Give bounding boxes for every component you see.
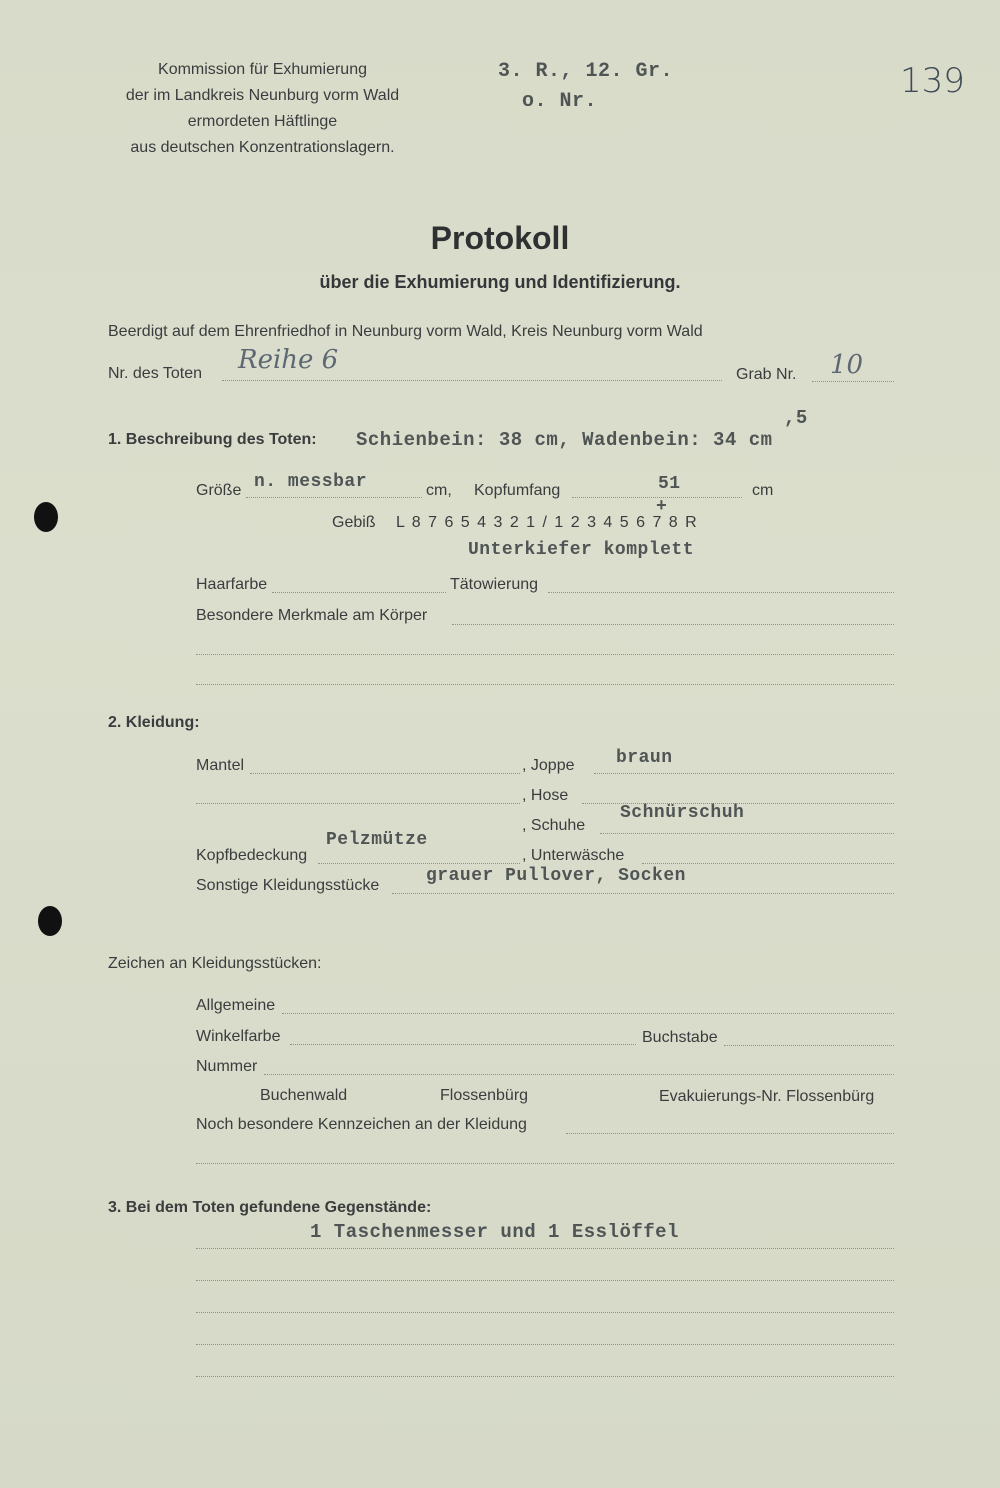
taetowierung-label: Tätowierung	[450, 576, 539, 593]
groesse-value: n. messbar	[254, 472, 368, 492]
nr-toten-label: Nr. des Toten	[108, 365, 202, 382]
flossenbuerg-label: Flossenbürg	[440, 1087, 529, 1104]
grab-nr-label: Grab Nr.	[736, 366, 797, 383]
section1-heading: 1. Beschreibung des Toten:	[108, 431, 317, 448]
kopfbedeckung-value: Pelzmütze	[326, 830, 428, 850]
haarfarbe-label: Haarfarbe	[196, 576, 268, 593]
gebiss-note: Unterkiefer komplett	[468, 540, 695, 560]
section3-heading: 3. Bei dem Toten gefundene Gegenstände:	[108, 1199, 432, 1216]
merkmale-line-1	[452, 624, 894, 625]
commission-line-1: Kommission für Exhumierung	[158, 61, 367, 78]
reference-line-2: o. Nr.	[522, 90, 598, 113]
gebiss-label: Gebiß	[332, 514, 376, 531]
groesse-label: Größe	[196, 482, 242, 499]
mantel-line	[250, 773, 520, 774]
groesse-line	[246, 497, 422, 498]
noch-kennzeichen-line-2	[196, 1163, 894, 1164]
zeichen-heading: Zeichen an Kleidungsstücken:	[108, 955, 322, 972]
sonstige-line	[392, 893, 894, 894]
noch-kennzeichen-line-1	[566, 1133, 894, 1134]
groesse-unit: cm,	[426, 482, 452, 499]
nummer-label: Nummer	[196, 1058, 258, 1075]
sonstige-value: grauer Pullover, Socken	[426, 866, 686, 886]
reference-line-1: 3. R., 12. Gr.	[498, 60, 674, 83]
allgemeine-label: Allgemeine	[196, 997, 276, 1014]
section1-typed-measurements: Schienbein: 38 cm, Wadenbein: 34 cm	[356, 429, 773, 451]
schuhe-line	[600, 833, 894, 834]
section3-line-4	[196, 1344, 894, 1345]
section3-value: 1 Taschenmesser und 1 Esslöffel	[310, 1221, 679, 1243]
section2-heading: 2. Kleidung:	[108, 714, 200, 731]
schuhe-label: , Schuhe	[522, 817, 586, 834]
joppe-value: braun	[616, 748, 673, 768]
merkmale-line-2	[196, 654, 894, 655]
grab-nr-line	[812, 381, 894, 382]
mantel-label: Mantel	[196, 757, 245, 774]
merkmale-label: Besondere Merkmale am Körper	[196, 607, 428, 624]
kopfumfang-label: Kopfumfang	[474, 482, 561, 499]
joppe-line	[594, 773, 894, 774]
joppe-label: , Joppe	[522, 757, 575, 774]
section3-line-2	[196, 1280, 894, 1281]
kopfumfang-value: 51	[658, 474, 681, 494]
commission-line-3: ermordeten Häftlinge	[187, 113, 338, 130]
unterwaesche-line	[642, 863, 894, 864]
evakuierung-label: Evakuierungs-Nr. Flossenbürg	[659, 1088, 875, 1105]
nr-toten-value: Reihe 6	[238, 345, 339, 375]
buchenwald-label: Buchenwald	[260, 1087, 348, 1104]
kopfbedeckung-line	[318, 863, 520, 864]
punch-hole-bottom	[38, 906, 62, 936]
taetowierung-line	[548, 592, 894, 593]
hose-label: , Hose	[522, 787, 569, 804]
section3-line-1	[196, 1248, 894, 1249]
unterwaesche-label: , Unterwäsche	[522, 847, 625, 864]
schuhe-value: Schnürschuh	[620, 803, 745, 823]
page-number: 139	[900, 61, 965, 101]
section1-typed-superscript: ,5	[784, 407, 808, 429]
gebiss-teeth: L 8 7 6 5 4 3 2 1 / 1 2 3 4 5 6 7 8 R	[396, 514, 699, 531]
page-title: Protokoll	[430, 220, 570, 256]
punch-hole-top	[34, 502, 58, 532]
grab-nr-value: 10	[830, 350, 864, 380]
winkelfarbe-label: Winkelfarbe	[196, 1028, 281, 1045]
burial-line: Beerdigt auf dem Ehrenfriedhof in Neunburg vorm Wald, Kreis Neunburg vorm Wald	[108, 323, 703, 340]
haarfarbe-line	[272, 592, 446, 593]
allgemeine-line	[282, 1013, 894, 1014]
merkmale-line-3	[196, 684, 894, 685]
buchstabe-label: Buchstabe	[642, 1029, 718, 1046]
section3-line-5	[196, 1376, 894, 1377]
nummer-line	[264, 1074, 894, 1075]
buchstabe-line	[724, 1045, 894, 1046]
kopfbedeckung-label: Kopfbedeckung	[196, 847, 308, 864]
winkelfarbe-line	[290, 1044, 636, 1045]
nr-toten-line	[222, 380, 722, 381]
sonstige-label: Sonstige Kleidungsstücke	[196, 877, 380, 894]
gebiss-mark: +	[656, 497, 668, 517]
hose-pre-line	[196, 803, 520, 804]
commission-line-2: der im Landkreis Neunburg vorm Wald	[125, 87, 400, 104]
section3-line-3	[196, 1312, 894, 1313]
kopfumfang-unit: cm	[752, 482, 774, 499]
page-subtitle: über die Exhumierung und Identifizierung.	[319, 272, 681, 292]
commission-line-4: aus deutschen Konzentrationslagern.	[130, 139, 395, 156]
noch-kennzeichen-label: Noch besondere Kennzeichen an der Kleidung	[196, 1116, 527, 1133]
